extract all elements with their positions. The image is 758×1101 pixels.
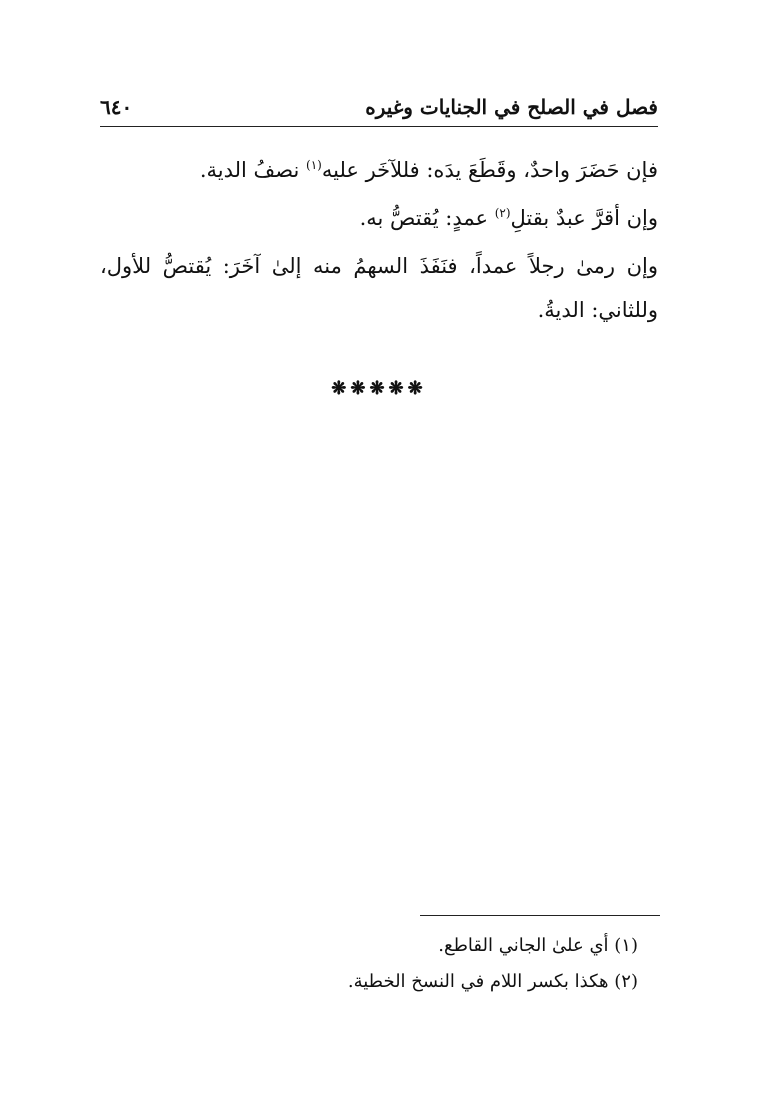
chapter-title: فصل في الصلح في الجنايات وغيره — [365, 95, 658, 119]
paragraph-2 — [100, 196, 658, 240]
paragraph-1 — [100, 148, 658, 192]
paragraph-3: وإن رمىٰ رجلاً عمداً، فنَفَذَ السهمُ منه إلىٰ آخَرَ: يُقتصُّ للأول، وللثاني: الديةُ. — [100, 254, 658, 322]
paragraph-1-end: نصفُ الدية. — [199, 158, 307, 182]
footnote-2: (٢) هكذا بكسر اللام في النسخ الخطية. — [347, 971, 638, 992]
section-divider-ornament: ❋❋❋❋❋ — [331, 378, 427, 399]
paragraph-2-text: وإن أقرَّ عبدٌ بقتلِ — [510, 206, 658, 230]
paragraph-1-text: فإن حَضَرَ واحدٌ، وقَطَعَ يدَه: فللآخَر عليه — [321, 158, 658, 182]
footnotes — [100, 928, 638, 1000]
footnote-1: (١) أي علىٰ الجاني القاطع. — [438, 935, 638, 956]
footnote-ref-2[interactable]: (٢) — [494, 206, 511, 220]
paragraph-2-end: عمدٍ: يُقتصُّ به. — [359, 206, 495, 230]
footnote-separator — [420, 915, 660, 916]
main-text — [100, 148, 658, 336]
footnote-ref-1[interactable]: (١) — [306, 158, 322, 172]
page-number: ٦٤٠ — [100, 95, 133, 119]
running-header — [100, 92, 658, 127]
